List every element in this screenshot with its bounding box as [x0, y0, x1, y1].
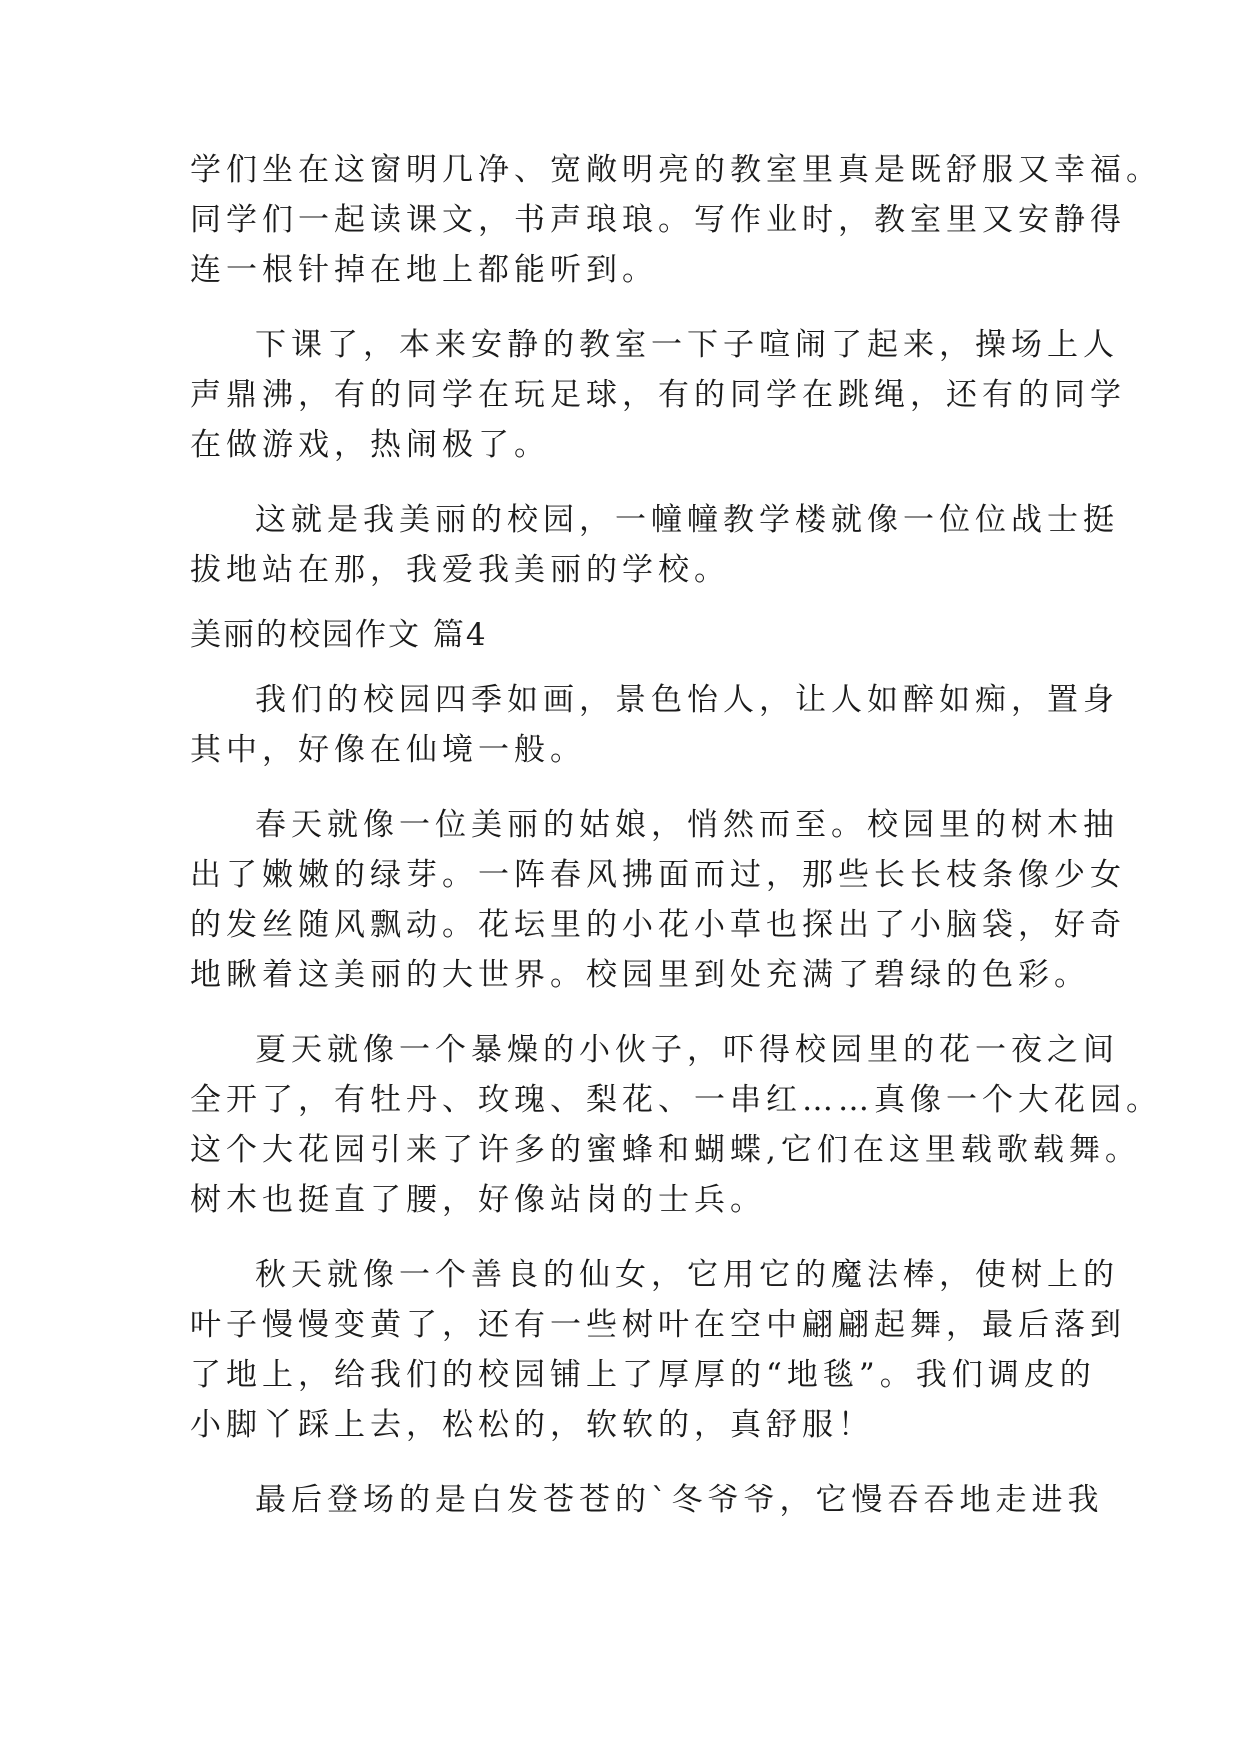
paragraph-first-line: 春天就像一位美丽的姑娘，悄然而至。校园里的树木抽 [255, 807, 1119, 843]
text-line: 其中，好像在仙境一般。 [190, 732, 586, 768]
text-line: 全开了，有牡丹、玫瑰、梨花、一串红……真像一个大花园。 [190, 1082, 1162, 1118]
paragraph-first-line: 下课了，本来安静的教室一下子喧闹了起来，操场上人 [255, 327, 1119, 363]
text-line: 同学们一起读课文，书声琅琅。写作业时，教室里又安静得 [190, 202, 1126, 238]
text-line: 在做游戏，热闹极了。 [190, 427, 550, 463]
text-line: 出了嫩嫩的绿芽。一阵春风拂面而过，那些长长枝条像少女 [190, 857, 1126, 893]
text-line: 地瞅着这美丽的大世界。校园里到处充满了碧绿的色彩。 [190, 957, 1090, 993]
text-line: 树木也挺直了腰，好像站岗的士兵。 [190, 1182, 766, 1218]
paragraph-first-line: 这就是我美丽的校园，一幢幢教学楼就像一位位战士挺 [255, 502, 1119, 538]
text-line: 小脚丫踩上去，松松的，软软的，真舒服！ [190, 1407, 874, 1443]
section-heading: 美丽的校园作文 篇4 [190, 617, 488, 653]
paragraph-first-line: 夏天就像一个暴燥的小伙子，吓得校园里的花一夜之间 [255, 1032, 1119, 1068]
text-line: 拔地站在那，我爱我美丽的学校。 [190, 552, 730, 588]
text-line: 的发丝随风飘动。花坛里的小花小草也探出了小脑袋，好奇 [190, 907, 1126, 943]
text-line: 学们坐在这窗明几净、宽敞明亮的教室里真是既舒服又幸福。 [190, 152, 1162, 188]
text-line: 叶子慢慢变黄了，还有一些树叶在空中翩翩起舞，最后落到 [190, 1307, 1126, 1343]
paragraph-first-line: 我们的校园四季如画，景色怡人，让人如醉如痴，置身 [255, 682, 1119, 718]
text-line: 声鼎沸，有的同学在玩足球，有的同学在跳绳，还有的同学 [190, 377, 1126, 413]
text-line: 连一根针掉在地上都能听到。 [190, 252, 658, 288]
text-line: 这个大花园引来了许多的蜜蜂和蝴蝶,它们在这里载歌载舞。 [190, 1132, 1141, 1168]
text-line: 了地上，给我们的校园铺上了厚厚的“地毯”。我们调皮的 [190, 1357, 1096, 1393]
paragraph-first-line: 最后登场的是白发苍苍的`冬爷爷，它慢吞吞地走进我 [255, 1482, 1104, 1518]
paragraph-first-line: 秋天就像一个善良的仙女，它用它的魔法棒，使树上的 [255, 1257, 1119, 1293]
